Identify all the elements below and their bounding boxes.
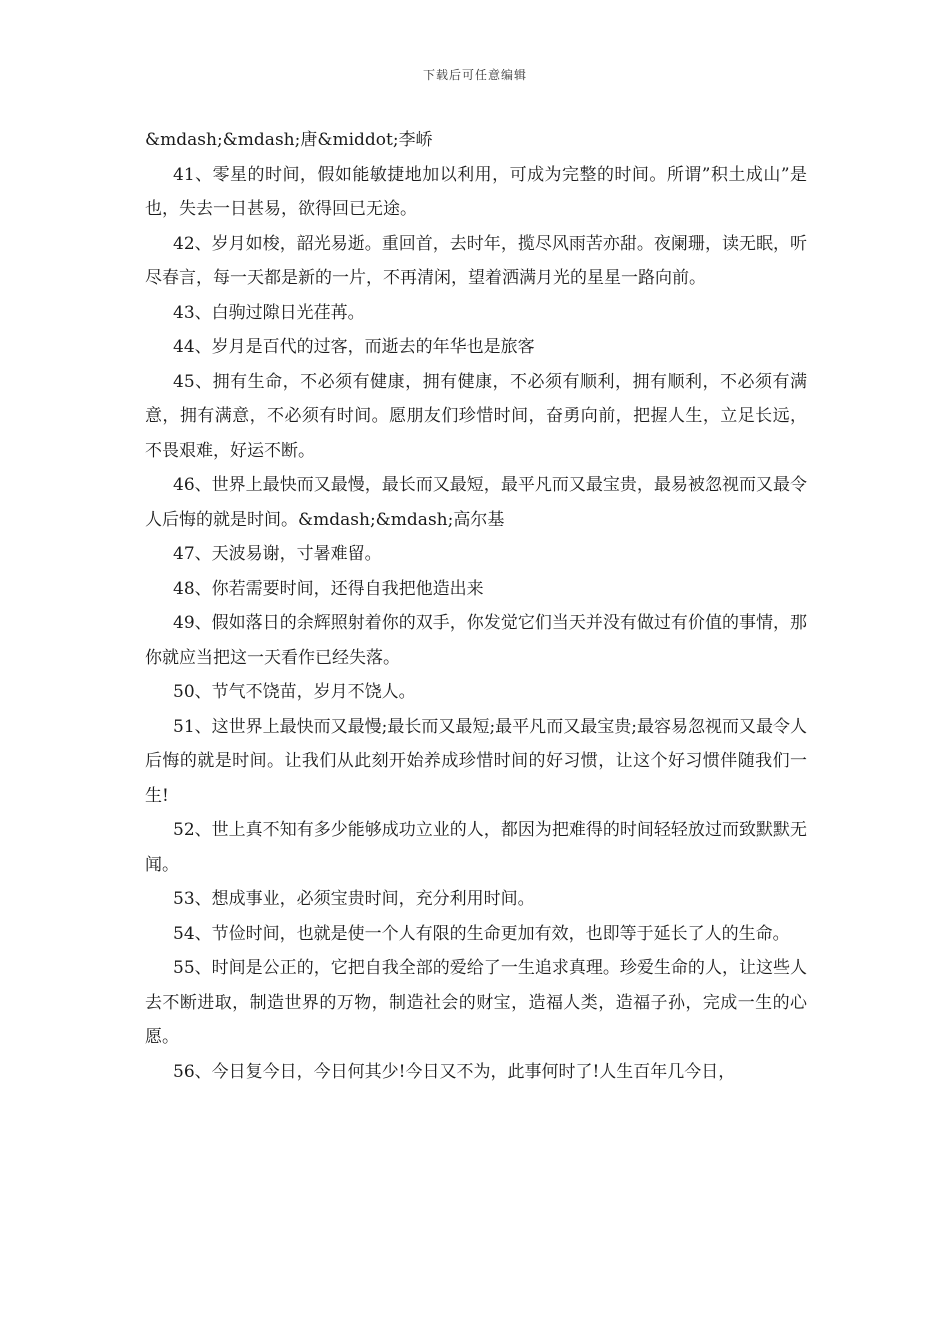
quote-48: 48、你若需要时间，还得自我把他造出来 <box>173 578 484 599</box>
page-header: 下载后可任意编辑 <box>422 68 527 82</box>
attribution-line: &mdash;&mdash;唐&middot;李峤 <box>145 130 433 150</box>
quote-54: 54、节俭时间，也就是使一个人有限的生命更加有效，也即等于延长了人的生命。 <box>173 923 790 944</box>
quote-49: 49、假如落日的余辉照射着你的双手，你发觉它们当天并没有做过有价值的事情，那你就应当把这一天看作已经失落。 <box>145 613 807 668</box>
quote-47: 47、天波易谢，寸暑难留。 <box>173 544 382 564</box>
document-body <box>145 123 807 1089</box>
quote-52: 52、世上真不知有多少能够成功立业的人，都因为把难得的时间轻轻放过而致默默无闻。 <box>145 820 807 875</box>
quote-56: 56、今日复今日，今日何其少!今日又不为，此事何时了!人生百年几今日， <box>173 1061 736 1082</box>
quote-43: 43、白驹过隙日光荏苒。 <box>173 302 365 323</box>
quote-45: 45、拥有生命，不必须有健康，拥有健康，不必须有顺利，拥有顺利，不必须有满意，拥有满意，不必须有时间。愿朋友们珍惜时间，奋勇向前，把握人生，立足长远，不畏艰难，好运不断。 <box>145 371 807 461</box>
quote-55: 55、时间是公正的，它把自我全部的爱给了一生追求真理。珍爱生命的人，让这些人去不断进取，制造世界的万物，制造社会的财宝，造福人类，造福子孙，完成一生的心愿。 <box>145 958 807 1047</box>
quote-46: 46、世界上最快而又最慢，最长而又最短，最平凡而又最宝贵，最易被忽视而又最令人后悔的就是时间。&mdash;&mdash;高尔基 <box>145 475 807 530</box>
quote-53: 53、想成事业，必须宝贵时间，充分利用时间。 <box>173 889 535 909</box>
quote-50: 50、节气不饶苗，岁月不饶人。 <box>173 682 416 702</box>
quote-51: 51、这世界上最快而又最慢;最长而又最短;最平凡而又最宝贵;最容易忽视而又最令人后悔的就是时间。让我们从此刻开始养成珍惜时间的好习惯，让这个好习惯伴随我们一生! <box>145 716 807 806</box>
quote-44: 44、岁月是百代的过客，而逝去的年华也是旅客 <box>173 337 535 357</box>
quote-41: 41、零星的时间，假如能敏捷地加以利用，可成为完整的时间。所谓”积土成山”是也，失去一日甚易，欲得回已无途。 <box>145 164 807 219</box>
quote-42: 42、岁月如梭，韶光易逝。重回首，去时年，揽尽风雨苦亦甜。夜阑珊，读无眠，听尽春言，每一天都是新的一片，不再清闲，望着洒满月光的星星一路向前。 <box>145 233 807 288</box>
